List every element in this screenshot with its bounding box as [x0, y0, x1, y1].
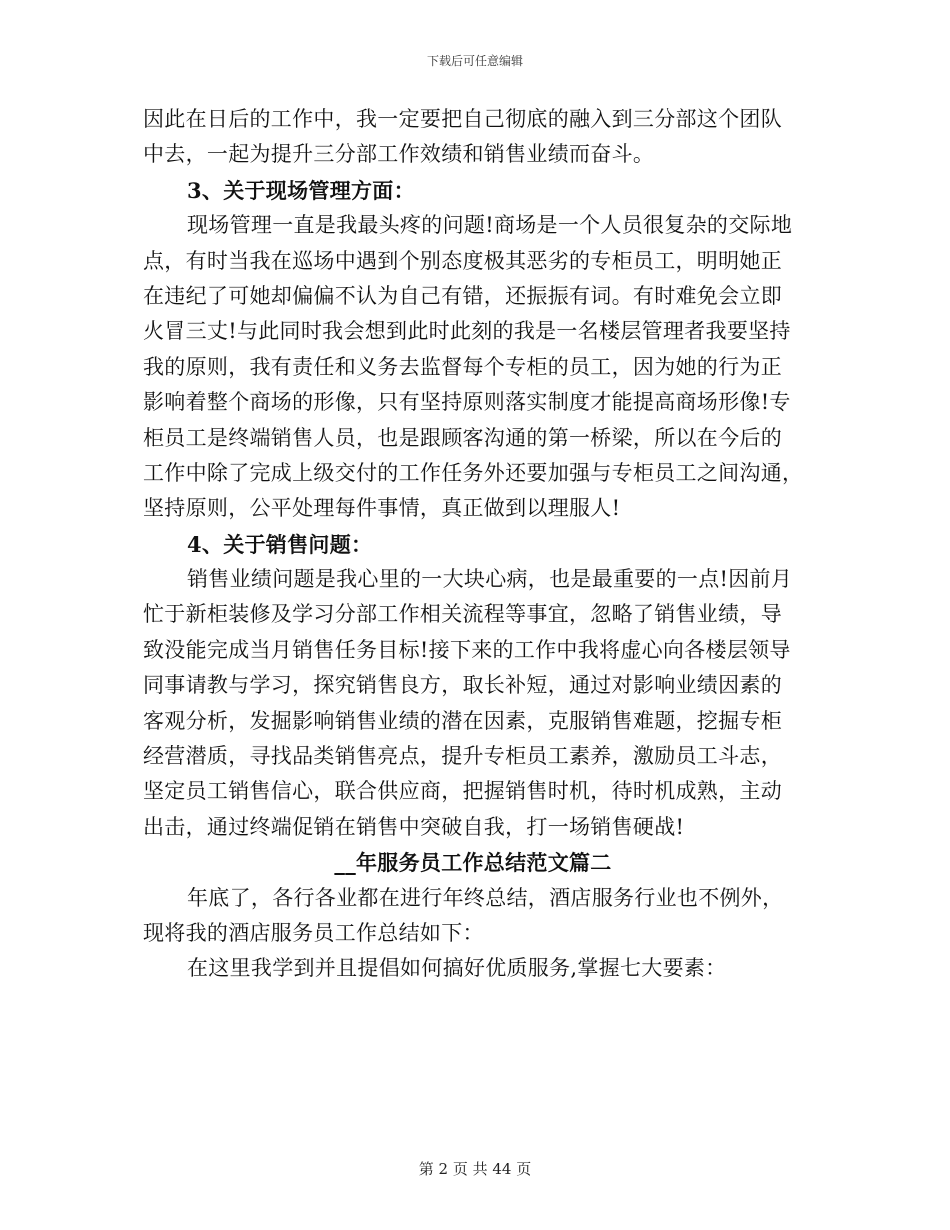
- section-heading: 3、关于现场管理方面：: [187, 177, 415, 203]
- paragraph-line: 火冒三丈!与此同时我会想到此时此刻的我是一名楼层管理者我要坚持: [143, 319, 791, 344]
- paragraph-line: 现场管理一直是我最头疼的问题!商场是一个人员很复杂的交际地: [187, 213, 793, 238]
- article-title: __年服务员工作总结范文篇二: [334, 850, 612, 876]
- page-footer: 第 2 页 共 44 页: [418, 1160, 532, 1178]
- paragraph-line: 致没能完成当月销售任务目标!接下来的工作中我将虚心向各楼层领导: [143, 637, 791, 662]
- paragraph-line: 同事请教与学习，探究销售良方，取长补短，通过对影响业绩因素的: [143, 673, 782, 698]
- paragraph-line: 客观分析，发掘影响销售业绩的潜在因素，克服销售难题，挖掘专柜: [143, 708, 782, 733]
- page-header: 下载后可任意编辑: [426, 54, 523, 68]
- paragraph-line: 影响着整个商场的形像，只有坚持原则落实制度才能提高商场形像!专: [143, 390, 791, 415]
- paragraph-line: 工作中除了完成上级交付的工作任务外还要加强与专柜员工之间沟通，: [143, 460, 804, 485]
- paragraph-line: 坚持原则，公平处理每件事情，真正做到以理服人!: [143, 496, 621, 521]
- paragraph-line: 点，有时当我在巡场中遇到个别态度极其恶劣的专柜员工，明明她正: [143, 248, 782, 273]
- paragraph-line: 现将我的酒店服务员工作总结如下：: [143, 920, 484, 945]
- paragraph-line: 出击，通过终端促销在销售中突破自我，打一场销售硬战!: [143, 814, 685, 839]
- paragraph-line: 因此在日后的工作中，我一定要把自己彻底的融入到三分部这个团队: [143, 107, 782, 131]
- paragraph-line: 销售业绩问题是我心里的一大块心病，也是最重要的一点!因前月: [187, 567, 793, 592]
- paragraph-line: 中去，一起为提升三分部工作效绩和销售业绩而奋斗。: [143, 142, 655, 167]
- page-body: [143, 102, 803, 987]
- paragraph-line: 在这里我学到并且提倡如何搞好优质服务,掌握七大要素：: [187, 956, 727, 981]
- paragraph-line: 坚定员工销售信心，联合供应商，把握销售时机，待时机成熟，主动: [143, 779, 782, 804]
- paragraph-line: 年底了，各行各业都在进行年终总结，酒店服务行业也不例外，: [187, 885, 784, 910]
- paragraph-line: 在违纪了可她却偏偏不认为自己有错，还振振有词。有时难免会立即: [143, 283, 782, 308]
- section-heading: 4、关于销售问题：: [187, 531, 373, 557]
- paragraph-line: 经营潜质，寻找品类销售亮点，提升专柜员工素养，激励员工斗志，: [143, 744, 782, 769]
- paragraph-line: 柜员工是终端销售人员，也是跟顾客沟通的第一桥梁，所以在今后的: [143, 425, 782, 450]
- paragraph-line: 忙于新柜装修及学习分部工作相关流程等事宜，忽略了销售业绩，导: [143, 602, 782, 627]
- paragraph-line: 我的原则，我有责任和义务去监督每个专柜的员工，因为她的行为正: [143, 354, 782, 379]
